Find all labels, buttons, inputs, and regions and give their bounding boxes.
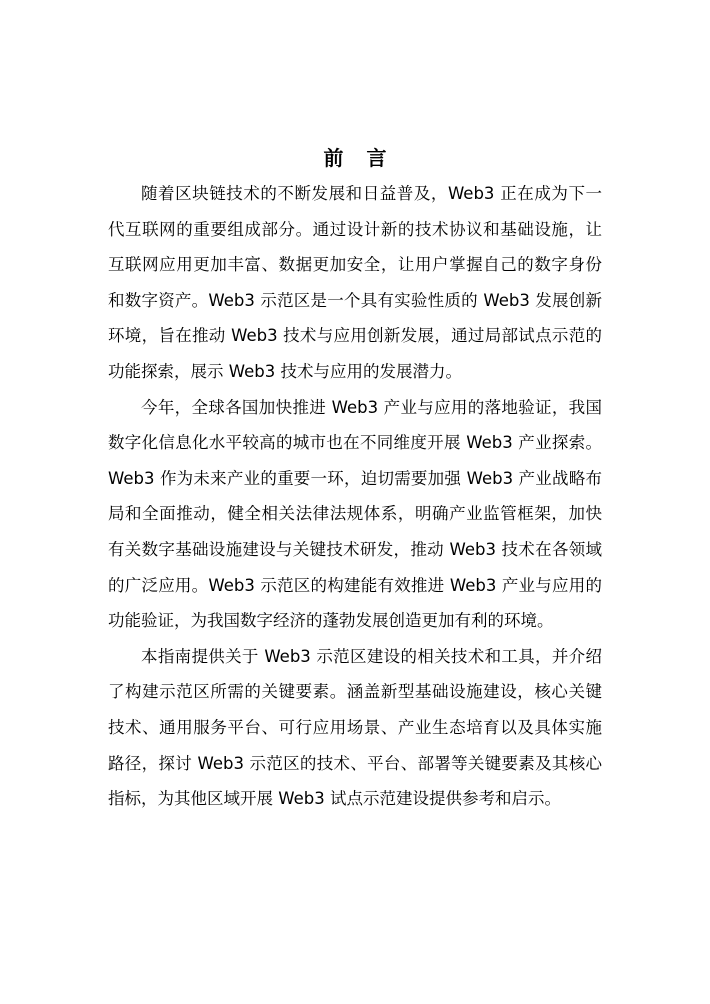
paragraph-2: 今年，全球各国加快推进 Web3 产业与应用的落地验证，我国数字化信息化水平较高的城市也在不同维度开展 Web3 产业探索。Web3 作为未来产业的重要一环，迫切需要加强 Web3 产业战略布局和全面推动，健全相关法律法规体系，明确产业监管框架，加快有关数字基础设施建设与关键技术研发，推动 Web3 技术在各领域的广泛应用。Web3 示范区的构建能有效推进 Web3 产业与应用的功能验证，为我国数字经济的蓬勃发展创造更加有利的环境。 [108, 397, 602, 631]
paragraph-1: 随着区块链技术的不断发展和日益普及，Web3 正在成为下一代互联网的重要组成部分。通过设计新的技术协议和基础设施，让互联网应用更加丰富、数据更加安全，让用户掌握自己的数字身份和数字资产。Web3 示范区是一个具有实验性质的 Web3 发展创新环境，旨在推动 Web3 技术与应用创新发展，通过局部试点示范的功能探索，展示 Web3 技术与应用的发展潜力。 [108, 184, 602, 381]
document-body [108, 176, 602, 817]
page-title: 前 言 [323, 146, 395, 170]
paragraph-3: 本指南提供关于 Web3 示范区建设的相关技术和工具，并介绍了构建示范区所需的关键要素。涵盖新型基础设施建设，核心关键技术、通用服务平台、可行应用场景、产业生态培育以及具体实施路径，探讨 Web3 示范区的技术、平台、部署等关键要素及其核心指标，为其他区域开展 Web3 试点示范建设提供参考和启示。 [108, 646, 602, 809]
